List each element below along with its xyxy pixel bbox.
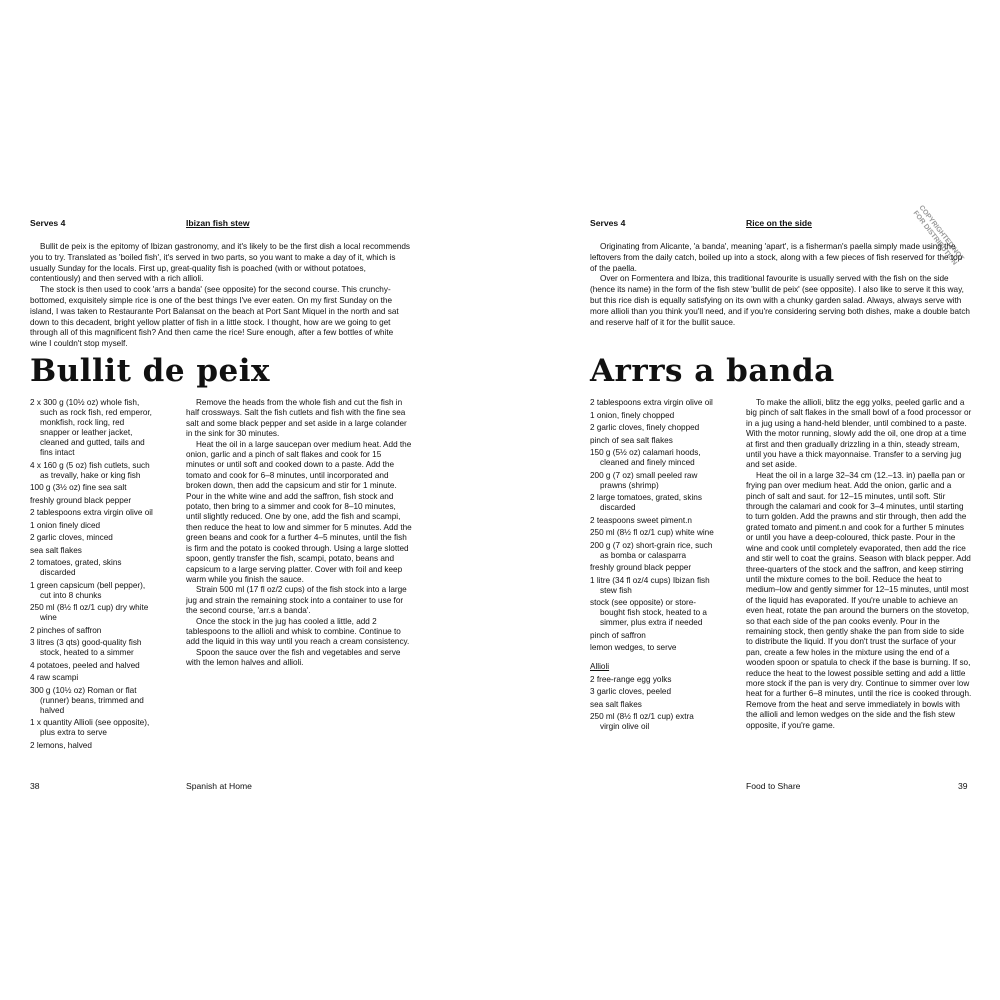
ingredient-item: 2 teaspoons sweet piment.n — [590, 515, 692, 525]
ingredient-item: 250 ml (8½ fl oz/1 cup) dry white wine — [30, 603, 149, 622]
method-paragraph: Heat the oil in a large saucepan over medium heat. Add the onion, garlic and a pinch of salt flakes and cook for 15 minutes or until soft and cooked down to a paste. Add the tomato and cook for 6–8 minutes, until incorporated and broken down, then add the capsicum and stir for 1 minute. Pour in the white wine and add the saffron, fish stock and potato, then bring to a simmer and cook for 8–10 minutes, until slightly reduced. One by one, add the fish and scampi, then reduce the heat to low and simmer for 5 minutes. Add the green beans and cook for a further 4–5 minutes, until the fish is firm and the potato is cooked through. Using a large slotted spoon, gently transfer the fish, scampi, potato, beans and capsicum to a large serving platter. Cover with foil and keep warm while you finish the sauce. — [186, 439, 412, 584]
method-paragraph: Once the stock in the jug has cooled a little, add 2 tablespoons to the allioli and whisk to combine. Continue to add the liquid in this way until you reach a cream consistency. — [186, 616, 410, 647]
ingredient-item: 200 g (7 oz) short-grain rice, such as bomba or calasparra — [590, 540, 713, 560]
ingredient-item: 4 potatoes, peeled and halved — [30, 660, 140, 670]
ingredient-item: 1 onion finely diced — [30, 520, 101, 530]
ingredient-list — [590, 398, 714, 735]
ingredient-item: 200 g (7 oz) small peeled raw prawns (shrimp) — [590, 470, 698, 490]
ingredient-item: 2 x 300 g (10½ oz) whole fish, such as rock fish, red emperor, monkfish, rock ling, red snapper or leather jacket, cleaned and gutted, tails and fins intact — [30, 398, 152, 457]
intro-paragraph: Over on Formentera and Ibiza, this traditional favourite is usually served with the fish on the side (hence its name) in the form of the fish stew 'bullit de peix' (see opposite). I also like to serve it this way, but this rice dish is equally satisfying on its own with a chunky garden salad. Always, always serve with more allioli than you think you'll need, and if you're considering serving both dishes, make a double batch and reserve half of it for the bullit sauce. — [590, 274, 970, 327]
ingredient-item: pinch of sea salt flakes — [590, 435, 673, 445]
ingredient-item: 250 ml (8½ fl oz/1 cup) extra virgin olive oil — [590, 712, 694, 731]
page-number: 38 — [30, 781, 40, 791]
ingredient-item: 1 x quantity Allioli (see opposite), plus extra to serve — [30, 718, 150, 737]
book-section: Food to Share — [746, 781, 801, 791]
method-text — [746, 398, 972, 731]
recipe-intro — [590, 242, 970, 328]
recipe-intro — [30, 242, 412, 350]
ingredient-item: lemon wedges, to serve — [590, 643, 677, 652]
ingredient-item: sea salt flakes — [590, 699, 642, 709]
book-section: Spanish at Home — [186, 781, 252, 791]
page-number: 39 — [958, 781, 968, 791]
copyright-watermark: COPYRIGHTED NOT FOR DISTRIBUTION — [911, 204, 965, 267]
ingredient-item: freshly ground black pepper — [30, 495, 132, 505]
recipe-category: Rice on the side — [746, 218, 812, 228]
ingredient-item: 2 pinches of saffron — [30, 625, 102, 635]
ingredient-item: 4 x 160 g (5 oz) fish cutlets, such as trevally, hake or king fish — [30, 460, 150, 480]
ingredient-item: freshly ground black pepper — [590, 563, 692, 572]
ingredient-list — [30, 398, 154, 753]
intro-paragraph: The stock is then used to cook 'arrs a banda' (see opposite) for the second course. This crunchy-bottomed, exquisitely simple rice is one of the best things I've ever eaten. On my first Sunday on the island, I was taken to Restaurante Port Balansat on the beach at Port Sant Miquel in the north and sat down to this decadent, bright yellow platter of fish in a little stock. I thought, how are we going to get through all of this magnificent fish? And then came the rice! Sure enough, after a few bottles of white wine I couldn't stop myself. — [30, 285, 399, 349]
recipe-category: Ibizan fish stew — [186, 218, 250, 228]
ingredient-item: 2 free-range egg yolks — [590, 674, 672, 684]
ingredient-item: sea salt flakes — [30, 545, 82, 555]
serves-label: Serves 4 — [30, 218, 66, 228]
ingredient-item: 1 green capsicum (bell pepper), cut into 8 chunks — [30, 580, 146, 600]
ingredient-item: 1 onion, finely chopped — [590, 410, 675, 420]
right-page — [500, 0, 1000, 1000]
recipe-title: Arrrs a banda — [590, 353, 835, 389]
ingredient-item: 2 tablespoons extra virgin olive oil — [30, 508, 153, 517]
ingredient-item: 3 garlic cloves, peeled — [590, 687, 672, 696]
ingredient-item: 2 lemons, halved — [30, 740, 92, 750]
ingredient-item: 2 garlic cloves, finely chopped — [590, 423, 700, 432]
serves-label: Serves 4 — [590, 218, 626, 228]
ingredient-item: 2 tomatoes, grated, skins discarded — [30, 558, 122, 577]
ingredient-item: pinch of saffron — [590, 630, 646, 640]
allioli-heading: Allioli — [590, 662, 610, 671]
method-paragraph: Heat the oil in a large 32–34 cm (12.–13. in) paella pan or frying pan over medium heat. Add the onion, garlic and a pinch of salt and saut. for 12–15 minutes, until soft. Stir through the calamari and cook for 3–4 minutes, until starting to turn golden. Add the prawns and stir through, then add the grated tomato and piment.n and cook for a further 5 minutes or until you have a deep-coloured, thick paste. Pour in the wine and cook until completely evaporated, then add the rice and stir well to coat the grains. Season with black pepper. Add three-quarters of the stock and the saffron, and keep stirring until the mixture comes to the boil. Reduce the heat to medium–low and gently simmer for 12–15 minutes, until most of the liquid has evaporated. If you're unable to achieve an even heat, rotate the pan around the burners on the stovetop, so that each side of the pan cooks evenly. Pour in the remaining stock, then gently shake the pan from side to side to distribute the liquid. If you don't trust the surface of your pan, create a few holes in the mixture using the end of a wooden spoon or spatula to check if the base is burning. If so, reduce the heat to the lowest possible setting and add a little more stock if the pan is very dry. Continue to simmer over low heat for a further 6–8 minutes, until the rice is cooked through. Remove from the heat and serve immediately in bowls with the allioli and lemon wedges on the side and the fish stew opposite, if you're game. — [746, 470, 972, 730]
intro-paragraph: Originating from Alicante, 'a banda', meaning 'apart', is a fisherman's paella simply made using the leftovers from the daily catch, boiled up into a stock, along with a few pieces of fish reserved for the top of the paella. — [590, 242, 963, 273]
ingredient-item: 1 litre (34 fl oz/4 cups) Ibizan fish stew fish — [590, 575, 710, 595]
ingredient-item: 100 g (3½ oz) fine sea salt — [30, 483, 127, 492]
recipe-title: Bullit de peix — [30, 353, 271, 389]
ingredient-item: 2 tablespoons extra virgin olive oil — [590, 398, 713, 407]
ingredient-item: 250 ml (8½ fl oz/1 cup) white wine — [590, 528, 714, 537]
method-paragraph: To make the allioli, blitz the egg yolks, peeled garlic and a big pinch of salt flakes in the small bowl of a food processor or in a jug using a hand-held blender, until combined to a paste. With the motor running, slowly add the oil, one drop at a time at first and then gradually drizzling in a thin, steady stream, until you have a thick mayonnaise. Transfer to a serving jug and set aside. — [746, 398, 972, 470]
method-paragraph: Strain 500 ml (17 fl oz/2 cups) of the fish stock into a large jug and strain the remaining stock into a container to use for the second course, 'arr.s a banda'. — [186, 585, 407, 616]
method-paragraph: Remove the heads from the whole fish and cut the fish in half crossways. Salt the fish cutlets and fish with the fine sea salt and some black pepper and set aside in a large colander in the sink for 30 minutes. — [186, 398, 407, 439]
ingredient-item: stock (see opposite) or store-bought fish stock, heated to a simmer, plus extra if needed — [590, 598, 707, 627]
intro-paragraph: Bullit de peix is the epitomy of Ibizan gastronomy, and it's likely to be the first dish a local recommends you to try. Translated as 'boiled fish', it's served in two parts, so you want to make a day of it, which is usually Sunday for the locals. First up, great-quality fish is poached (with or without potatoes, contentiously) and then served with a rich allioli. — [30, 242, 411, 284]
ingredient-item: 2 large tomatoes, grated, skins discarded — [590, 493, 702, 512]
ingredient-item: 150 g (5½ oz) calamari hoods, cleaned and finely minced — [590, 448, 701, 467]
ingredient-item: 2 garlic cloves, minced — [30, 533, 113, 542]
ingredient-item: 300 g (10½ oz) Roman or flat (runner) beans, trimmed and halved — [30, 685, 144, 715]
ingredient-item: 4 raw scampi — [30, 673, 79, 682]
ingredient-item: 3 litres (3 qts) good-quality fish stock, heated to a simmer — [30, 638, 142, 657]
method-text — [186, 398, 412, 669]
method-paragraph: Spoon the sauce over the fish and vegetables and serve with the lemon halves and allioli. — [186, 647, 401, 668]
